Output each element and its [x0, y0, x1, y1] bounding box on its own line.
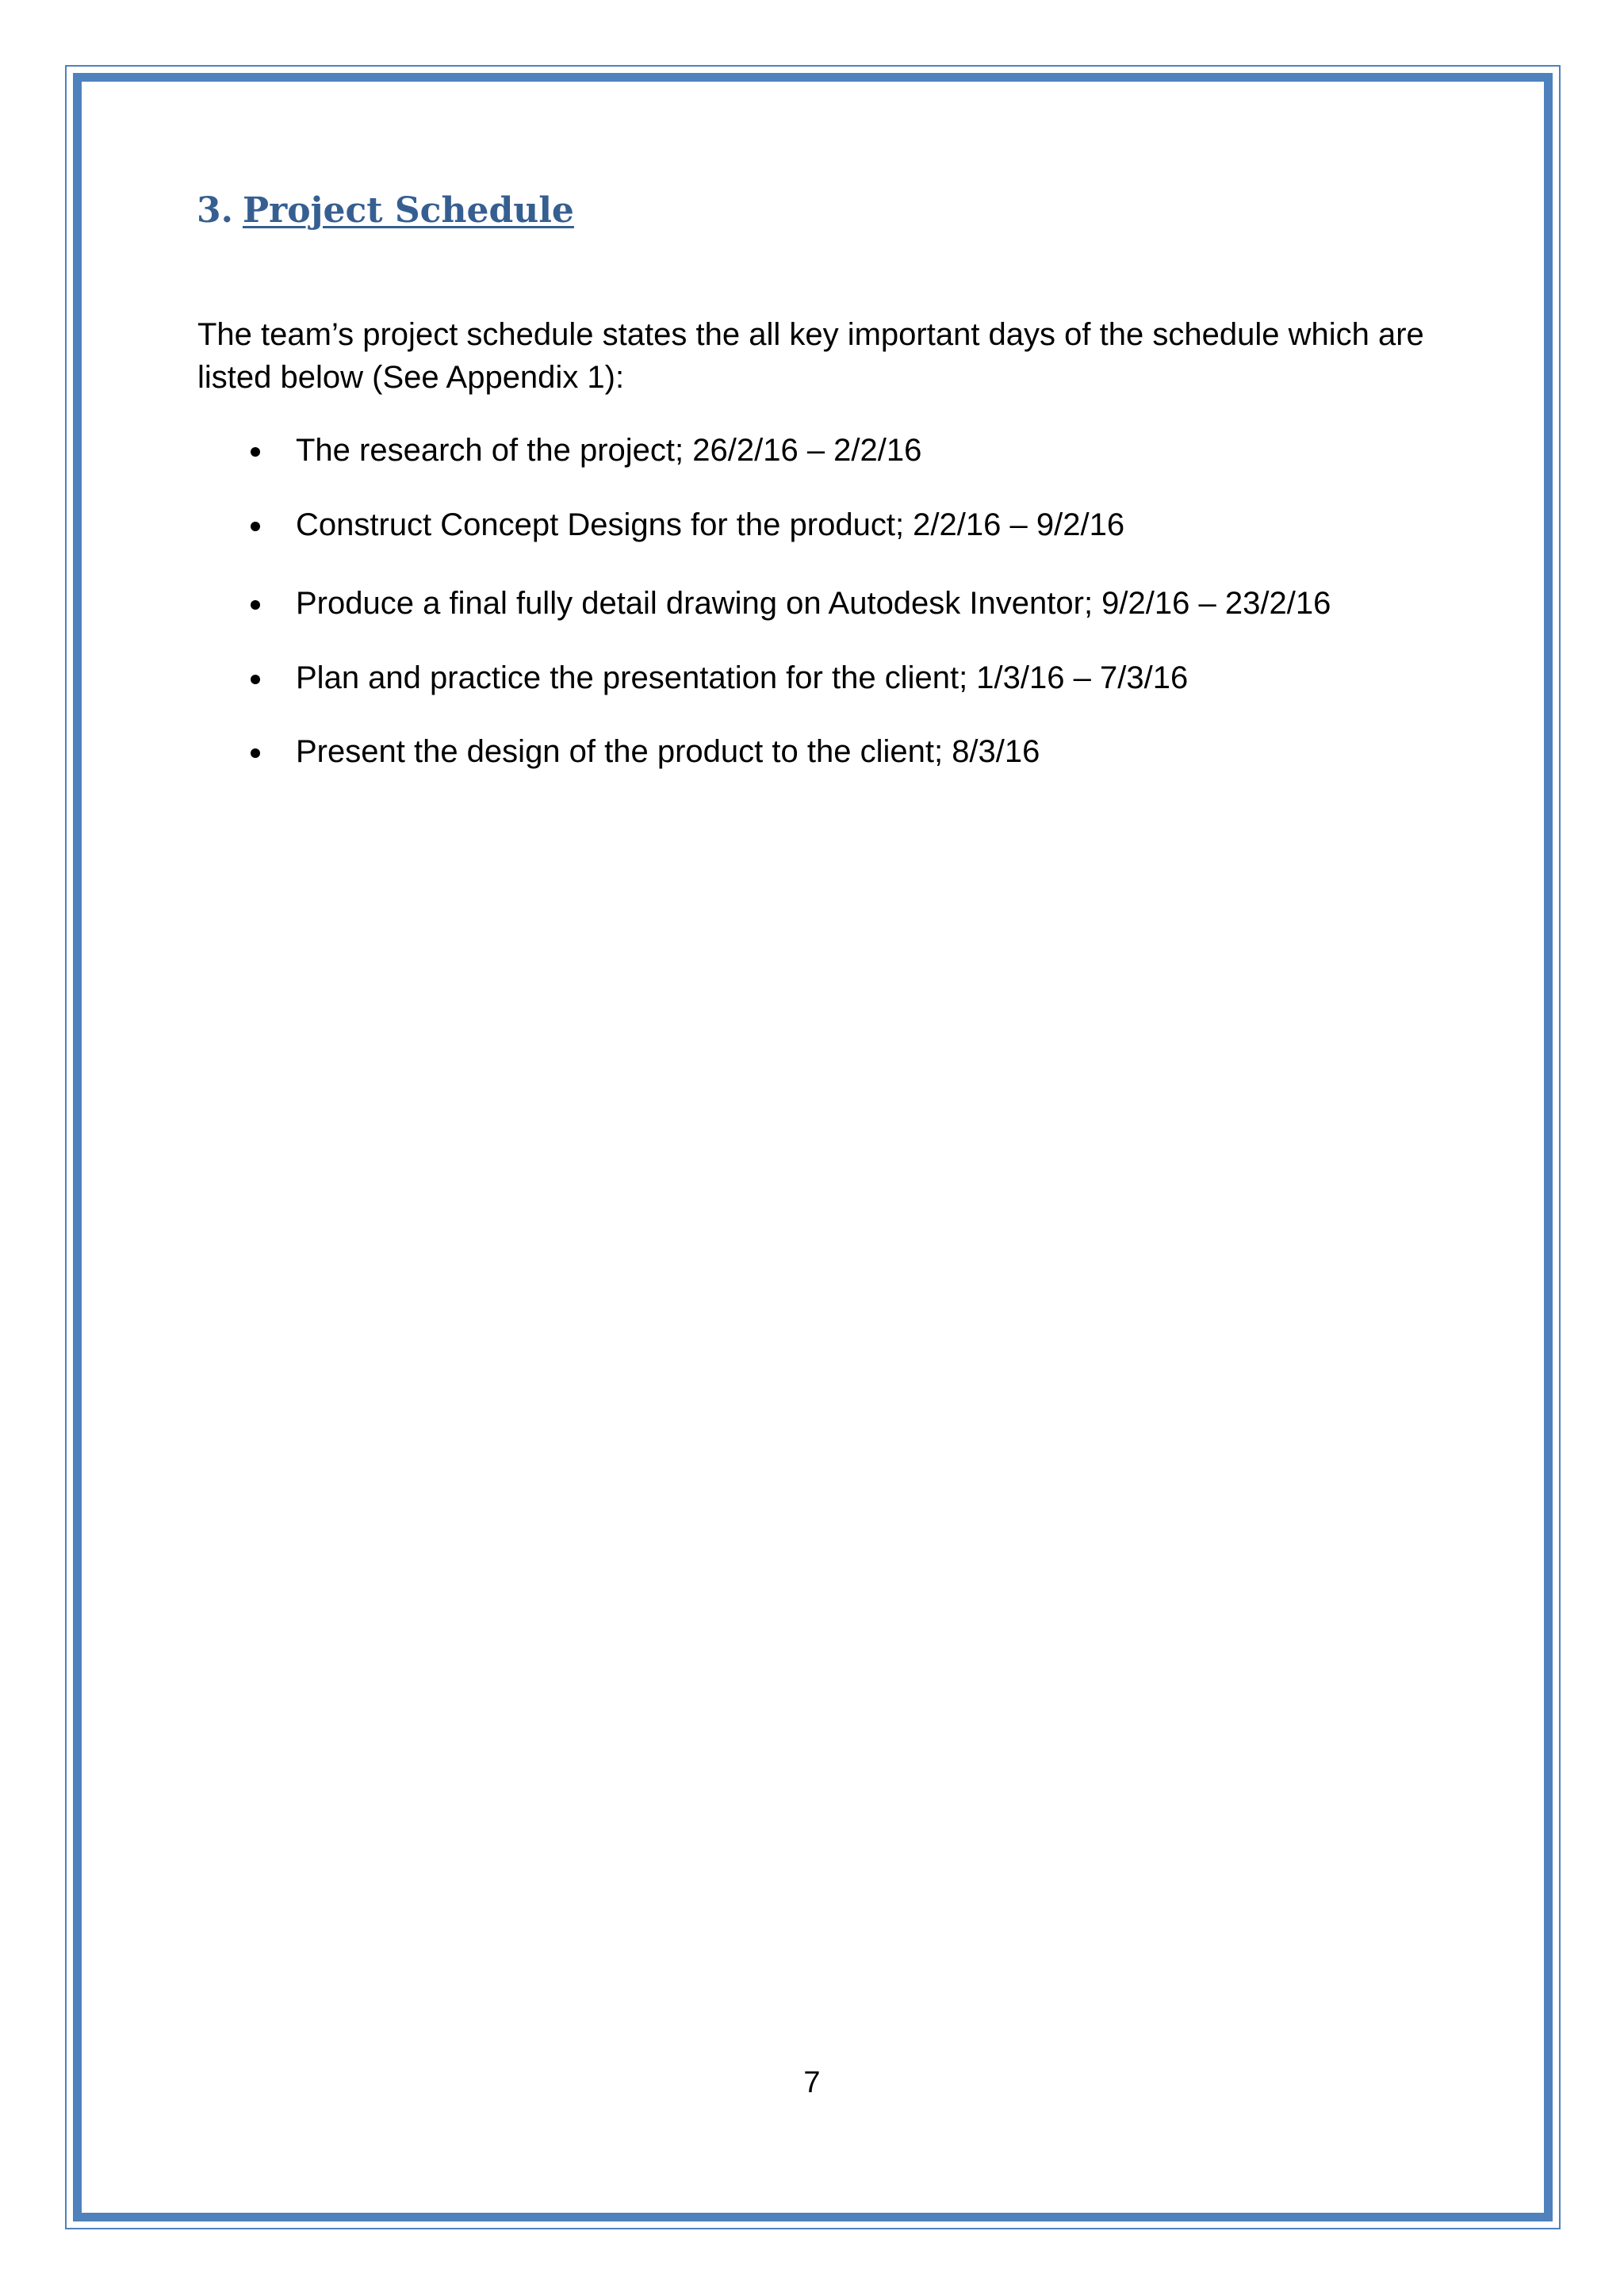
list-item-text: Construct Concept Designs for the product; 2/2/16 – 9/2/16	[296, 507, 1125, 542]
list-item-text: Produce a final fully detail drawing on Autodesk Inventor; 9/2/16 – 23/2/16	[296, 586, 1331, 621]
section-heading	[197, 190, 574, 232]
list-item-text: Present the design of the product to the client; 8/3/16	[296, 734, 1040, 769]
section-number: 3.	[197, 190, 233, 231]
bullet-icon	[251, 675, 260, 684]
bullet-icon	[251, 600, 260, 610]
list-item-text: The research of the project; 26/2/16 – 2/2/16	[296, 433, 922, 468]
list-item-text: Plan and practice the presentation for the client; 1/3/16 – 7/3/16	[296, 660, 1189, 695]
bullet-icon	[251, 522, 260, 531]
bullet-icon	[251, 748, 260, 758]
page-number: 7	[803, 2066, 821, 2099]
bullet-icon	[251, 447, 260, 457]
section-title: Project Schedule	[242, 190, 574, 231]
intro-paragraph: The team’s project schedule states the all key important days of the schedule which are listed below (See Appendix 1):	[197, 317, 1424, 395]
